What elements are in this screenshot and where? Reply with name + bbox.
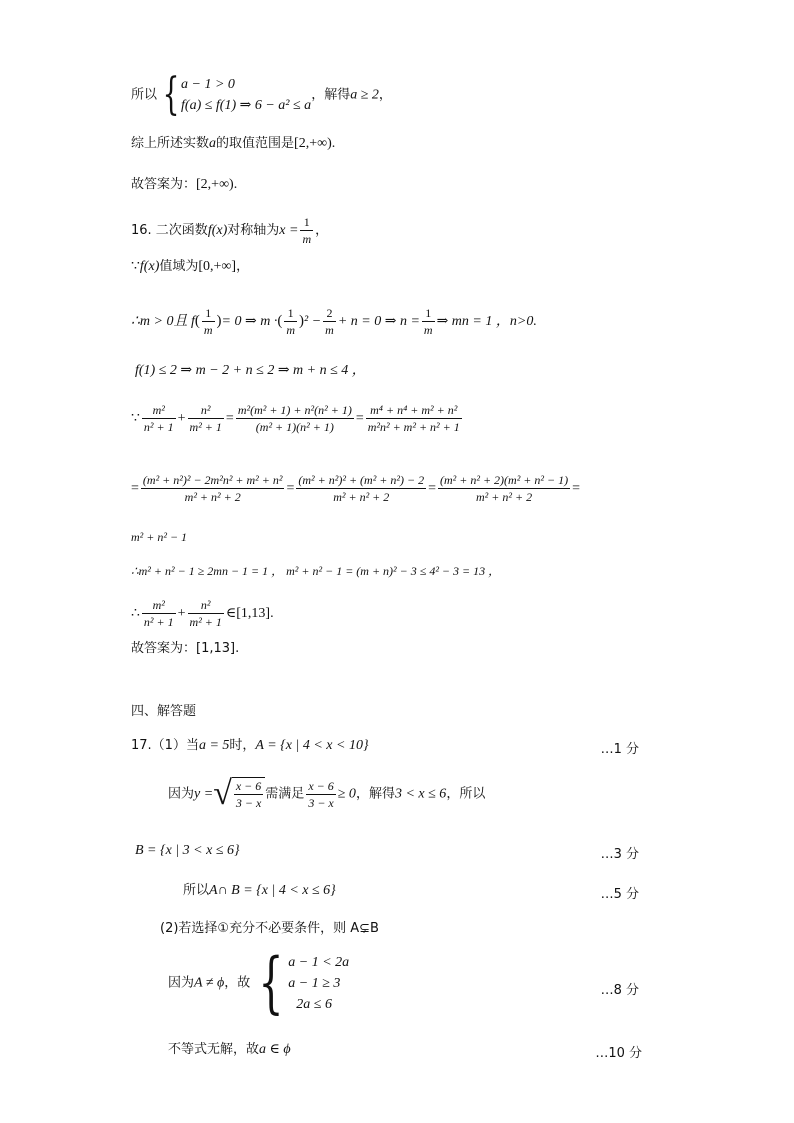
section-title: 四、解答题 [131, 704, 197, 719]
frac-16-2 [306, 778, 335, 811]
text-line-10: m² + n² − 1 [131, 530, 188, 544]
den: m²n² + m² + n² + 1 [367, 420, 460, 434]
therefore-symbol: ∴ [131, 606, 140, 621]
text-line-19: (2)若选择①充分不必要条件，则 A⊊B [160, 921, 379, 936]
inequality-2b: a − 1 ≥ 3 [288, 975, 341, 991]
num: n² [188, 597, 224, 614]
text-when: 时， [229, 738, 256, 753]
num: (m² + n² + 2)(m² + n² − 1) [440, 473, 569, 487]
frac-6-3 [323, 305, 336, 338]
range-value: [0,+∞] [198, 259, 237, 274]
expr-6c: ² − [304, 314, 322, 329]
text-line-12 [131, 597, 274, 630]
var-a: a [209, 136, 217, 151]
answer-value: [2,+∞). [196, 177, 238, 192]
den: 3 − x [308, 795, 334, 810]
den: m² + n² + 2 [333, 490, 390, 504]
text-line-3 [131, 176, 237, 194]
result-interval: ∈[1,13]. [225, 606, 274, 621]
score-5: …5 分 [600, 887, 639, 902]
text-line-18 [183, 882, 336, 900]
inequality-system-2 [288, 952, 349, 1015]
text-suoyi: ，所以 [446, 786, 486, 802]
text-jiede: ，解得 [355, 786, 395, 802]
func-f: f(x) [207, 223, 228, 238]
frac-8-1 [142, 402, 176, 435]
den: m² + n² + 2 [184, 490, 241, 504]
text-line-8 [131, 402, 464, 435]
inequality-1b: f(a) ≤ f(1) ⇒ 6 − a² ≤ a [181, 98, 312, 113]
because-symbol: ∵ [131, 411, 140, 426]
text-line-2 [131, 135, 335, 153]
text-because: 因为 [168, 975, 195, 991]
score-10: …10 分 [595, 1046, 642, 1061]
range-result: [2,+∞). [294, 136, 336, 151]
because-symbol: ∵ [131, 259, 140, 274]
num: 1 [202, 305, 215, 322]
num: m²(m² + 1) + n²(n² + 1) [237, 403, 352, 417]
den: m [423, 323, 433, 337]
frac-9-1 [141, 472, 285, 505]
den: n² + 1 [143, 420, 174, 434]
inequality-2a: a − 1 < 2a [288, 954, 350, 970]
num: (m² + n²)² + (m² + n²) − 2 [298, 473, 425, 487]
text-because: 因为 [168, 786, 195, 802]
set-a: A = {x | 4 < x < 10} [255, 738, 369, 753]
fraction-1-over-m [300, 214, 313, 247]
equals: = [225, 411, 234, 426]
question-17-label: 17.（1）当 [131, 738, 199, 753]
num: m⁴ + n⁴ + m² + n² [366, 402, 462, 419]
num: m² [142, 597, 176, 614]
score-1: …1 分 [600, 742, 639, 757]
den: m [325, 323, 334, 337]
num: 1 [300, 214, 313, 231]
question-16-label: 16. 二次函数 [131, 223, 208, 238]
den: m [286, 323, 295, 337]
expr-6e: ⇒ mn = 1 ， [436, 314, 510, 329]
expr-6b: = 0 ⇒ m · [221, 314, 278, 329]
frac-8-4 [366, 402, 462, 435]
answer-label: 故答案为： [131, 177, 197, 192]
result-x-range: 3 < x ≤ 6 [394, 786, 447, 802]
frac-16-1 [234, 778, 263, 811]
a-not-empty: A ≠ ϕ [194, 975, 225, 991]
a-in-empty-set: a ∈ ϕ [259, 1042, 291, 1057]
text-line-7: f(1) ≤ 2 ⇒ m − 2 + n ≤ 2 ⇒ m + n ≤ 4 ， [135, 363, 366, 378]
text-no-solution: 不等式无解，故 [168, 1042, 260, 1057]
expr-6f: n>0. [509, 314, 537, 329]
equals: = [572, 481, 581, 496]
result-a-ge-2: a ≥ 2 [350, 87, 379, 103]
a-equals-5: a = 5 [198, 738, 230, 753]
den: m [203, 323, 213, 337]
equals: = [355, 411, 364, 426]
den: 3 − x [235, 796, 262, 810]
comma: ， [315, 223, 329, 238]
text-line-5 [131, 258, 249, 276]
frac-8-2 [188, 402, 224, 435]
equals: = [286, 481, 295, 496]
comma: ， [236, 259, 250, 274]
den: m² + 1 [189, 615, 222, 629]
y-equals: y = [194, 786, 214, 802]
expr-6d: + n = 0 ⇒ n = [337, 314, 420, 329]
set-intersection: A∩ B = {x | 4 < x ≤ 6} [209, 883, 336, 898]
expr-6a: ∴m > 0且 f [131, 314, 195, 329]
text-line-15 [131, 737, 369, 755]
inequality-system-1 [181, 74, 311, 116]
equals: = [131, 481, 139, 496]
frac-6-2 [284, 305, 297, 338]
num: 1 [422, 305, 435, 322]
text-line-13: 故答案为：[1,13]. [131, 641, 240, 656]
inequality-1a: a − 1 > 0 [181, 77, 235, 92]
text-range-of-values: 值域为 [159, 259, 199, 274]
text-zongshang: 综上所述实数 [131, 136, 210, 151]
frac-12-1 [142, 597, 176, 630]
text-suoyi: 所以 [183, 883, 210, 898]
den: n² + 1 [143, 615, 174, 629]
set-b: B = {x | 3 < x ≤ 6} [135, 843, 240, 858]
func-f: f(x) [139, 259, 160, 274]
text-line-16 [168, 777, 485, 811]
text-line-11: ∴m² + n² − 1 ≥ 2mn − 1 = 1 ， m² + n² − 1 = (m + n)² − 3 ≤ 4² − 3 = 13 ， [131, 564, 501, 578]
frac-12-2 [188, 597, 224, 630]
den: (m² + 1)(n² + 1) [255, 420, 334, 434]
frac-9-2 [296, 472, 426, 505]
num: 1 [284, 305, 297, 322]
brace-symbol: { [162, 69, 180, 120]
den: m² + n² + 2 [476, 490, 533, 504]
brace-symbol: { [258, 944, 284, 1021]
text-therefore: ，故 [224, 975, 251, 991]
text-line-9 [131, 472, 580, 505]
num: 2 [323, 305, 336, 322]
text-line-20 [168, 944, 350, 1021]
equals: = [428, 481, 436, 496]
text-must-satisfy: 需满足 [265, 786, 305, 802]
text-line-4 [131, 214, 328, 247]
num: (m² + n²)² − 2m²n² + m² + n² [142, 473, 283, 487]
num: n² [188, 402, 224, 419]
den: m [302, 232, 312, 246]
text-line-6: ∴m > 0且 f( $\frac{1}{m}$ )= 0 ⇒ m ·( $\frac{1}{m}$ )² − $\frac{2}{m}$ + n = 0 ⇒ n = $\frac{1}{m}$ ⇒ mn = 1 ，n>0. [131, 306, 537, 337]
sqrt-expression: √ $\frac{x - 6}{3 - x}$ [213, 777, 265, 811]
comma: ， [378, 87, 392, 103]
plus: + [177, 411, 186, 426]
frac-9-3 [438, 472, 570, 505]
frac-8-3 [236, 402, 354, 435]
plus: + [177, 606, 186, 621]
num: x − 6 [235, 779, 262, 793]
inequality-2c: 2a ≤ 6 [296, 996, 332, 1012]
ge-zero: ≥ 0 [337, 786, 356, 802]
score-8: …8 分 [600, 983, 639, 998]
score-3: …3 分 [600, 847, 639, 862]
text-line-21 [168, 1041, 291, 1059]
frac-6-1 [202, 305, 215, 338]
text-range: 的取值范围是 [216, 136, 295, 151]
text-axis: 对称轴为 [227, 223, 280, 238]
text-jiede: ，解得 [311, 87, 351, 103]
den: m² + 1 [189, 420, 222, 434]
text-line-1 [131, 69, 392, 120]
num: m² [142, 402, 176, 419]
text-suoyi: 所以 [131, 87, 158, 103]
num: x − 6 [308, 778, 334, 793]
frac-6-4 [422, 305, 435, 338]
x-equals: x = [279, 223, 299, 238]
